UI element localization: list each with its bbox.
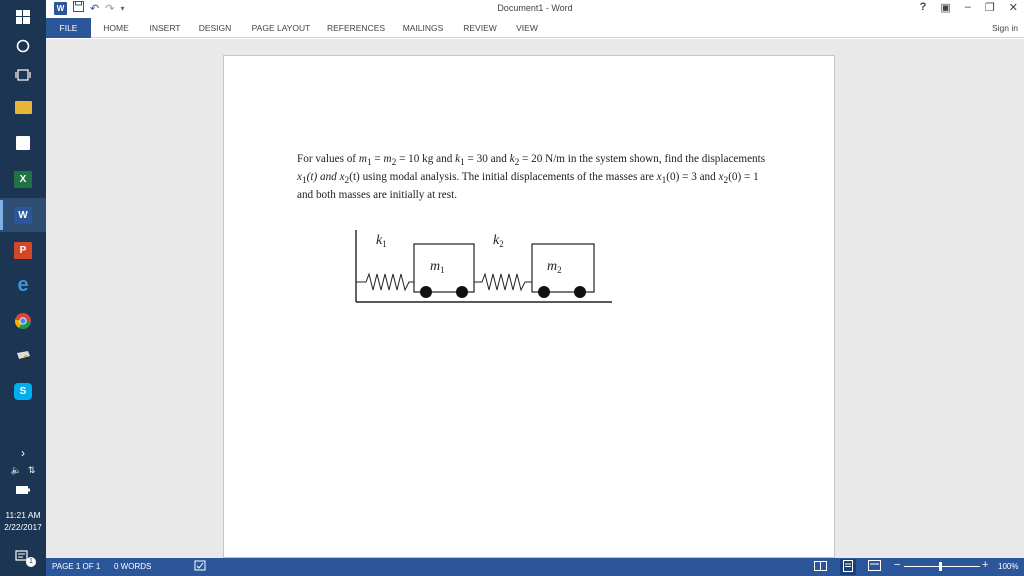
task-view-icon [15,69,31,81]
taskbar-store[interactable] [0,126,46,160]
help-button[interactable]: ? [919,1,927,13]
tab-page-layout[interactable]: PAGE LAYOUT [251,23,311,33]
taskbar-skype[interactable] [0,374,46,408]
problem-line-1: For values of $m_1 = m_2 = 10$ kg and $k_1 = 30$ and $k_2 = 20$ N/m in the system shown, find the displacements [297,153,766,169]
print-layout-icon[interactable] [840,559,856,575]
document-canvas[interactable] [46,39,1024,558]
mass-m1-wheel-left [420,286,432,298]
tray-icons [0,460,46,480]
usb-drive-icon [15,350,31,360]
window-controls [920,1,1018,14]
close-button[interactable]: ✕ [1008,2,1018,14]
ribbon-display-options-button[interactable]: ▣ [940,2,951,14]
web-layout-icon[interactable] [868,560,881,574]
edge-icon: e [17,273,29,296]
label-m1: $m_1$ [430,259,445,275]
speaker-icon[interactable]: 🔈 [10,464,22,475]
restore-button[interactable]: ❐ [984,2,995,14]
mass-m1-wheel-right [456,286,468,298]
windows-logo-icon [16,10,30,24]
spring-k1 [356,274,414,290]
clock-time[interactable]: 11:21 AM [5,510,41,520]
task-view-button[interactable] [0,58,46,92]
excel-icon: X [14,171,32,188]
clock-date[interactable]: 2/22/2017 [4,522,42,532]
taskbar-word[interactable] [0,198,46,232]
tab-view[interactable]: VIEW [516,23,538,33]
tab-home[interactable]: HOME [103,23,129,33]
taskbar-powerpoint[interactable] [0,233,46,267]
zoom-in-button[interactable]: + [982,559,989,571]
store-bag-icon [16,136,30,150]
powerpoint-icon: P [14,242,32,259]
tab-design[interactable]: DESIGN [198,23,232,33]
windows-taskbar [0,0,46,576]
status-bar [46,558,1024,576]
battery-button[interactable] [0,480,46,500]
redo-icon[interactable]: ↷ [105,2,115,15]
show-hidden-icons-button[interactable]: › [21,446,25,460]
mass-m2-wheel-right [574,286,586,298]
sign-in-link[interactable]: Sign in [992,23,1018,33]
folder-icon [15,101,32,114]
tab-insert[interactable]: INSERT [149,23,181,33]
zoom-slider[interactable] [904,566,980,567]
problem-statement [297,152,783,202]
title-bar [46,0,1024,18]
taskbar-chrome[interactable] [0,304,46,338]
mass-m2-wheel-left [538,286,550,298]
word-icon: W [14,207,32,224]
page-count[interactable]: PAGE 1 OF 1 [52,562,101,571]
battery-icon [16,486,30,494]
zoom-slider-thumb[interactable] [939,562,942,571]
label-m2: $m_2$ [547,259,562,275]
skype-icon: S [14,383,32,400]
action-center-button[interactable] [0,540,46,574]
zoom-level[interactable]: 100% [998,562,1019,571]
chrome-icon [14,312,32,330]
label-k2: $k_2$ [493,233,504,249]
cortana-circle-icon [16,39,30,53]
minimize-button[interactable]: – [964,1,971,13]
tab-file[interactable]: FILE [46,18,91,38]
problem-line-3: and both masses are initially at rest. [297,189,458,202]
taskbar-edge[interactable] [0,268,46,302]
ribbon-tabs [46,18,1024,38]
word-count[interactable]: 0 WORDS [114,562,152,571]
spring-mass-diagram [354,228,616,308]
customize-qat-icon[interactable]: ▾ [120,3,125,13]
network-icon[interactable]: ⇅ [27,464,36,475]
document-title: Document1 - Word [497,3,573,13]
label-k1: $k_1$ [376,233,387,249]
notification-count: 1 [26,557,36,567]
taskbar-usb-drive[interactable] [0,338,46,372]
problem-line-2: $x_1(t)$ and $x_2(t)$ using modal analysis. The initial displacements of the masses are $x_1(0) = 3$ and $x_2(0) = 1$ [297,171,759,187]
word-app-icon: W [54,2,67,15]
zoom-out-button[interactable]: − [894,559,901,571]
proofing-icon[interactable] [194,560,206,574]
mass-m2-block [532,244,594,292]
tab-references[interactable]: REFERENCES [326,23,386,33]
tab-mailings[interactable]: MAILINGS [402,23,444,33]
taskbar-explorer[interactable] [0,90,46,124]
undo-icon[interactable]: ↶ [90,2,100,15]
document-page[interactable] [223,55,835,558]
read-mode-icon[interactable] [814,560,827,574]
taskbar-excel[interactable] [0,162,46,196]
tab-review[interactable]: REVIEW [463,23,497,33]
spring-k2 [474,274,532,290]
